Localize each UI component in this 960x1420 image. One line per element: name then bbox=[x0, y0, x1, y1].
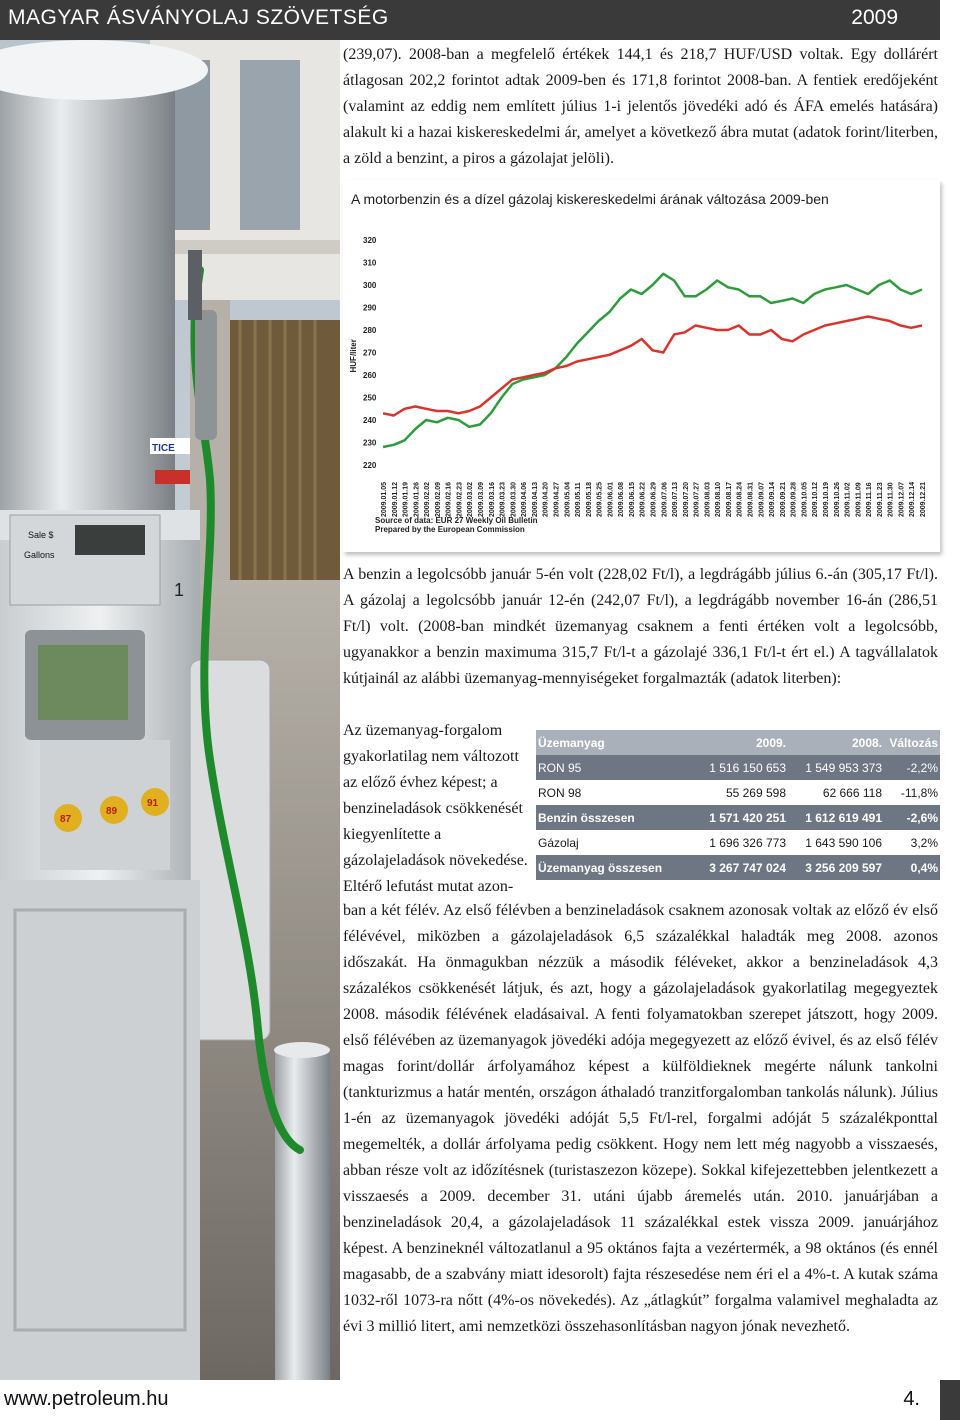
table-cell: -11,8% bbox=[900, 785, 938, 800]
grade-87-label: 87 bbox=[60, 814, 72, 825]
table-header-cell: 2009. bbox=[755, 735, 786, 750]
x-tick-labels bbox=[381, 482, 927, 517]
table-cell: 1 612 619 491 bbox=[805, 810, 882, 825]
y-tick-label: 260 bbox=[363, 371, 377, 380]
x-tick-label: 2009.08.24 bbox=[736, 481, 744, 517]
footer-website-link[interactable]: www.petroleum.hu bbox=[4, 1388, 169, 1410]
fuel-pump-photo bbox=[0, 40, 340, 1380]
x-tick-label: 2009.11.16 bbox=[866, 482, 874, 517]
table-row bbox=[536, 855, 940, 880]
x-tick-label: 2009.08.03 bbox=[704, 481, 712, 517]
table-cell: 1 643 590 106 bbox=[805, 835, 882, 850]
footer-corner-tab bbox=[940, 1380, 960, 1420]
x-tick-label: 2009.01.26 bbox=[413, 481, 421, 517]
x-tick-label: 2009.10.12 bbox=[812, 481, 820, 517]
table-cell: 1 696 326 773 bbox=[709, 835, 786, 850]
closing-paragraph: ban a két félév. Az első félévben a benzineladások csaknem azonosak voltak az előző év első félévével, miközben a gázolajeladások 6,5 százalékkal haladták meg 2008. azonos időszakát. Ha önmagukban nézzük a második féléveket, akkor a benzineladások 4,3 százalékos csökkenését látjuk, és azt, hogy a gázolajeladások gyakorlatilag megegyeztek 2008. második félévének eladásaival. A fenti folyamatokban szerepet játszott, hogy 2009. első félévében az üzemanyagok jövedéki adója megegyezett az előző évivel, és az első félév magas forint/dollár árfolyamához képest a külföldieknek megérte nálunk tankolni (tankturizmus a határ mentén, országon áthaladó tranzitforgalomban tankolás nálunk). Július 1-én az üzemanyagok jövedéki adóját 5,5 Ft/l-rel, forgalmi adóját 5 százalékponttal megemelték, a dollár árfolyama pedig csökkent. Hogy nem lett még nagyobb a visszaesés, abban része volt az időzítésnek (turistaszezon közepe). Sokkal kifejezettebben jelentkezett a visszaesés a 2009. december 31. utáni újabb áremelés után. 2010. januárjában a benzineladások 20,4, a gázolajeladások 11 százalékkal estek vissza 2009. januárjához képest. A benzineknél változatlanul a 95 oktános fajta a vezértermék, a 98 oktános (és ennél magasabb, de a szabvány miatt idesorolt) fajta részesedése nem éri el a 4%-t. A kutak száma 1032-ről 1073-ra nőtt (4%-os növekedés). Az „átlagkút” forgalma valamivel meghaladta az évi 3 millió litert, ami nemzetközi összehasonlításban nagyon jónak nevezhető. bbox=[343, 902, 938, 1335]
y-tick-label: 290 bbox=[363, 303, 377, 313]
x-tick-label: 2009.11.23 bbox=[876, 482, 884, 517]
y-tick-label: 240 bbox=[363, 416, 377, 425]
x-tick-label: 2009.05.11 bbox=[575, 482, 583, 517]
x-tick-label: 2009.11.09 bbox=[855, 482, 863, 517]
x-tick-label: 2009.10.26 bbox=[833, 481, 841, 517]
table-header-cell: 2008. bbox=[851, 735, 882, 750]
x-tick-label: 2009.05.18 bbox=[585, 481, 593, 517]
x-tick-label: 2009.01.12 bbox=[391, 481, 399, 517]
x-tick-label: 2009.12.14 bbox=[909, 481, 917, 517]
x-tick-label: 2009.03.02 bbox=[467, 481, 475, 517]
gallons-label: Gallons bbox=[24, 550, 55, 560]
x-tick-label: 2009.10.05 bbox=[801, 481, 809, 517]
table-cell: 62 666 118 bbox=[822, 785, 882, 800]
price-line-chart bbox=[343, 180, 940, 552]
table-cell: 55 269 598 bbox=[725, 785, 786, 800]
page-number: 4. bbox=[903, 1388, 920, 1410]
table-header-cell: Üzemanyag bbox=[538, 735, 605, 750]
series-line-0 bbox=[383, 274, 922, 447]
x-tick-label: 2009.05.04 bbox=[564, 481, 572, 517]
table-cell: Benzin összesen bbox=[538, 810, 635, 825]
y-tick-label: 280 bbox=[363, 326, 377, 335]
table-cell: -2,2% bbox=[906, 760, 938, 775]
table-cell: Gázolaj bbox=[538, 835, 579, 850]
x-tick-label: 2009.08.10 bbox=[715, 481, 723, 517]
y-tick-label: 250 bbox=[363, 393, 377, 403]
x-tick-label: 2009.12.07 bbox=[898, 481, 906, 517]
x-tick-label: 2009.04.27 bbox=[553, 481, 561, 517]
x-tick-label: 2009.09.14 bbox=[769, 481, 777, 517]
page-header bbox=[0, 0, 960, 40]
table-row bbox=[536, 780, 940, 805]
x-tick-label: 2009.09.21 bbox=[779, 481, 787, 517]
chart-source-line-1: Source of data: EUR 27 Weekly Oil Bulletin bbox=[375, 516, 538, 525]
x-tick-label: 2009.03.16 bbox=[488, 481, 496, 517]
x-tick-label: 2009.07.27 bbox=[693, 481, 701, 517]
table-cell: 3,2% bbox=[910, 835, 938, 850]
x-tick-label: 2009.02.02 bbox=[424, 481, 432, 517]
chart-title: A motorbenzin és a dízel gázolaj kiskereskedelmi árának változása 2009-ben bbox=[351, 191, 829, 207]
y-tick-label: 220 bbox=[363, 461, 377, 470]
table-cell: RON 98 bbox=[538, 785, 582, 800]
grade-89-label: 89 bbox=[106, 806, 118, 817]
x-tick-label: 2009.06.08 bbox=[618, 481, 626, 517]
table-cell: 1 571 420 251 bbox=[709, 810, 786, 825]
sale-label: Sale $ bbox=[28, 530, 54, 540]
x-tick-label: 2009.01.19 bbox=[402, 481, 410, 517]
x-tick-label: 2009.06.22 bbox=[639, 481, 647, 517]
x-tick-label: 2009.09.28 bbox=[790, 481, 798, 517]
x-tick-label: 2009.02.09 bbox=[434, 481, 442, 517]
x-tick-label: 2009.06.01 bbox=[607, 481, 615, 517]
x-tick-label: 2009.01.05 bbox=[381, 481, 388, 517]
x-tick-label: 2009.03.23 bbox=[499, 481, 507, 517]
x-tick-label: 2009.10.19 bbox=[822, 481, 830, 517]
x-tick-label: 2009.07.06 bbox=[661, 481, 669, 517]
x-tick-label: 2009.11.30 bbox=[887, 482, 895, 517]
x-tick-label: 2009.03.30 bbox=[510, 481, 518, 517]
table-cell: RON 95 bbox=[538, 760, 582, 775]
x-tick-label: 2009.08.17 bbox=[725, 481, 733, 517]
table-cell: 1 549 953 373 bbox=[805, 760, 882, 775]
table-row bbox=[536, 755, 940, 780]
x-tick-label: 2009.03.09 bbox=[478, 481, 486, 517]
table-cell: 3 267 747 024 bbox=[709, 860, 786, 875]
y-tick-label: 300 bbox=[363, 281, 377, 290]
header-year: 2009 bbox=[851, 6, 898, 29]
table-row bbox=[536, 830, 940, 855]
x-tick-label: 2009.05.25 bbox=[596, 481, 604, 517]
table-header-row bbox=[536, 730, 940, 755]
y-axis-label: HUF/liter bbox=[349, 339, 358, 373]
x-tick-label: 2009.06.29 bbox=[650, 481, 658, 517]
organization-name: MAGYAR ÁSVÁNYOLAJ SZÖVETSÉG bbox=[8, 6, 389, 29]
y-tick-label: 320 bbox=[363, 236, 377, 245]
x-tick-label: 2009.02.16 bbox=[445, 481, 453, 517]
x-tick-label: 2009.04.20 bbox=[542, 481, 550, 517]
x-tick-label: 2009.09.07 bbox=[758, 481, 766, 517]
beside-table-paragraph: Az üzemanyag-forgalom gyakorlatilag nem változott az előző évhez képest; a benzineladások csökkenését kiegyenlítette a gázolajeladások növekedése. Eltérő lefutást mutat azon- bbox=[343, 722, 528, 895]
x-tick-label: 2009.08.31 bbox=[747, 481, 755, 517]
pump-number: 1 bbox=[174, 580, 185, 600]
x-tick-label: 2009.06.15 bbox=[628, 481, 636, 517]
station-sign: TICE bbox=[152, 443, 175, 454]
y-tick-label: 270 bbox=[363, 348, 377, 358]
y-tick-label: 230 bbox=[363, 438, 377, 448]
page-footer bbox=[0, 1380, 960, 1420]
table-row bbox=[536, 805, 940, 830]
table-cell: 1 516 150 653 bbox=[709, 760, 786, 775]
table-cell: 3 256 209 597 bbox=[805, 860, 882, 875]
x-tick-label: 2009.07.13 bbox=[672, 481, 680, 517]
grade-91-label: 91 bbox=[147, 798, 159, 809]
table-cell: -2,6% bbox=[906, 810, 938, 825]
x-tick-label: 2009.07.20 bbox=[682, 481, 690, 517]
y-tick-label: 310 bbox=[363, 258, 377, 268]
x-tick-label: 2009.04.06 bbox=[521, 481, 529, 517]
fuel-pump-illustration bbox=[0, 40, 340, 1380]
table-header-cell: Változás bbox=[889, 735, 938, 750]
header-corner-tab bbox=[940, 0, 960, 40]
x-tick-label: 2009.12.21 bbox=[920, 481, 927, 517]
table-cell: 0,4% bbox=[910, 860, 938, 875]
y-tick-labels bbox=[363, 236, 377, 470]
intro-paragraph: (239,07). 2008-ban a megfelelő értékek 144,1 és 218,7 HUF/USD voltak. Egy dollárért átlagosan 202,2 forintot adtak 2009-ben és 171,8 forintot 2008-ban. A fentiek eredőjeként (valamint az eddig nem említett július 1-i jelentős jövedéki adó és ÁFA emelés hatására) alakult ki a hazai kiskereskedelmi ár, amelyet a következő ábra mutat (adatok forint/literben, a zöld a benzint, a piros a gázolajat jelöli). bbox=[343, 46, 938, 167]
after-chart-paragraph: A benzin a legolcsóbb január 5-én volt (228,02 Ft/l), a legdrágább július 6.-án (305,17 Ft/l). A gázolaj a legolcsóbb január 12-én (242,07 Ft/l), a legdrágább november 16-án (286,51 Ft/l) volt. (2008-ban mindkét üzemanyag csaknem a fenti értéken volt a legolcsóbb, ugyanakkor a benzin maximuma 315,7 Ft/l-t a gázolajé 336,1 Ft/l-t ért el.) A tagvállalatok kútjainál az alábbi üzemanyag-mennyiségeket forgalmazták (adatok literben): bbox=[343, 566, 938, 687]
chart-source-line-2: Prepared by the European Commission bbox=[375, 525, 525, 534]
table-cell: Üzemanyag összesen bbox=[538, 860, 663, 875]
x-tick-label: 2009.11.02 bbox=[844, 482, 852, 517]
x-tick-label: 2009.04.13 bbox=[531, 481, 539, 517]
fuel-volume-table bbox=[536, 730, 940, 880]
series-line-1 bbox=[383, 317, 922, 416]
price-chart bbox=[343, 180, 940, 552]
series-lines bbox=[383, 274, 922, 447]
x-tick-label: 2009.02.23 bbox=[456, 481, 464, 517]
